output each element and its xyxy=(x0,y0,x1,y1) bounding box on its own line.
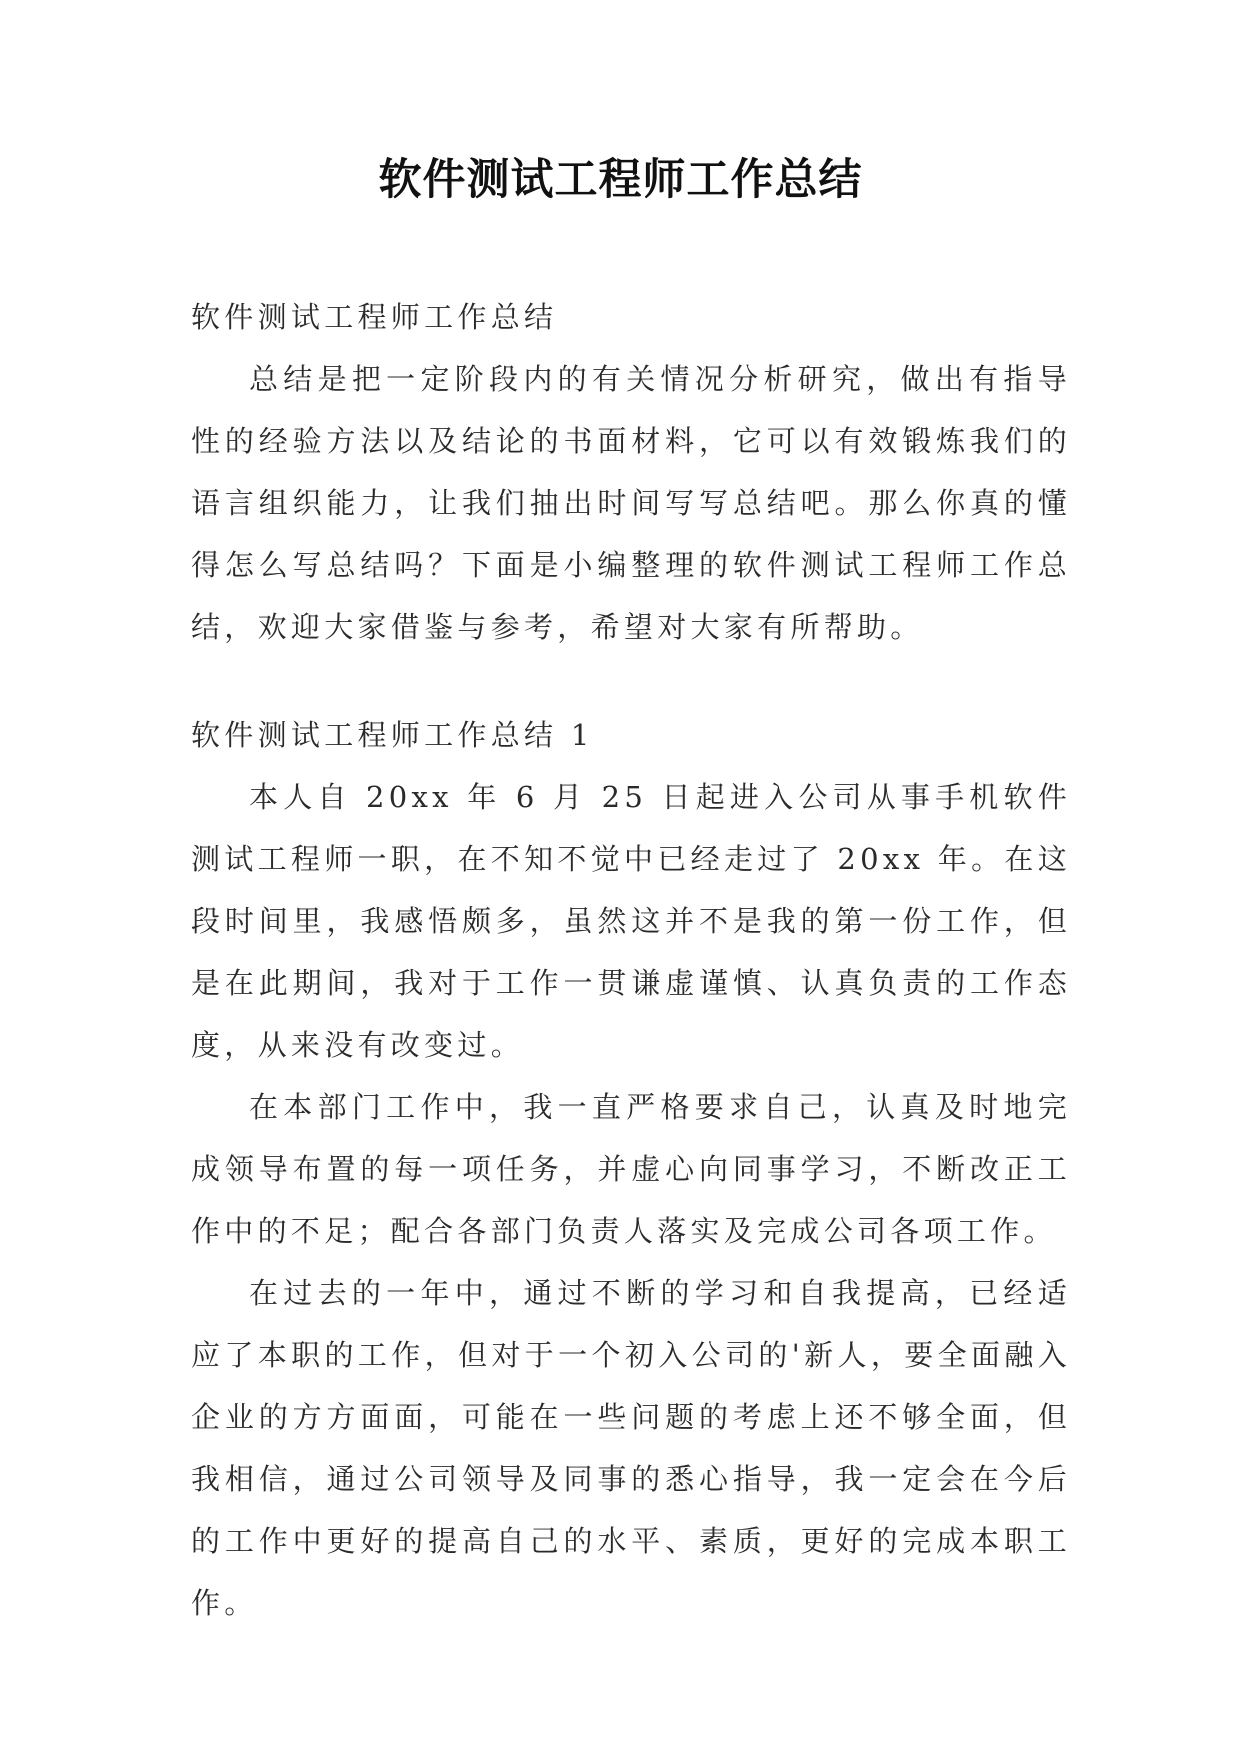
section-heading: 软件测试工程师工作总结 1 xyxy=(191,718,594,752)
body-paragraph-3: 在过去的一年中，通过不断的学习和自我提高，已经适应了本职的工作，但对于一个初入公司的'新人，要全面融入企业的方方面面，可能在一些问题的考虑上还不够全面，但我相信，通过公司领导及同事的悉心指导，我一定会在今后的工作中更好的提高自己的水平、素质，更好的完成本职工作。 xyxy=(191,1276,1071,1620)
body-paragraph-2: 在本部门工作中，我一直严格要求自己，认真及时地完成领导布置的每一项任务，并虚心向同事学习，不断改正工作中的不足；配合各部门负责人落实及完成公司各项工作。 xyxy=(191,1090,1071,1248)
document-title: 软件测试工程师工作总结 xyxy=(378,155,863,205)
document-body xyxy=(191,286,1071,1634)
document-subtitle: 软件测试工程师工作总结 xyxy=(191,300,558,334)
intro-paragraph: 总结是把一定阶段内的有关情况分析研究，做出有指导性的经验方法以及结论的书面材料，它可以有效锻炼我们的语言组织能力，让我们抽出时间写写总结吧。那么你真的懂得怎么写总结吗？下面是小编整理的软件测试工程师工作总结，欢迎大家借鉴与参考，希望对大家有所帮助。 xyxy=(191,362,1071,644)
body-paragraph-1: 本人自 20xx 年 6 月 25 日起进入公司从事手机软件测试工程师一职，在不知不觉中已经走过了 20xx 年。在这段时间里，我感悟颇多，虽然这并不是我的第一份工作，但是在此期间，我对于工作一贯谦虚谨慎、认真负责的工作态度，从来没有改变过。 xyxy=(191,780,1071,1062)
